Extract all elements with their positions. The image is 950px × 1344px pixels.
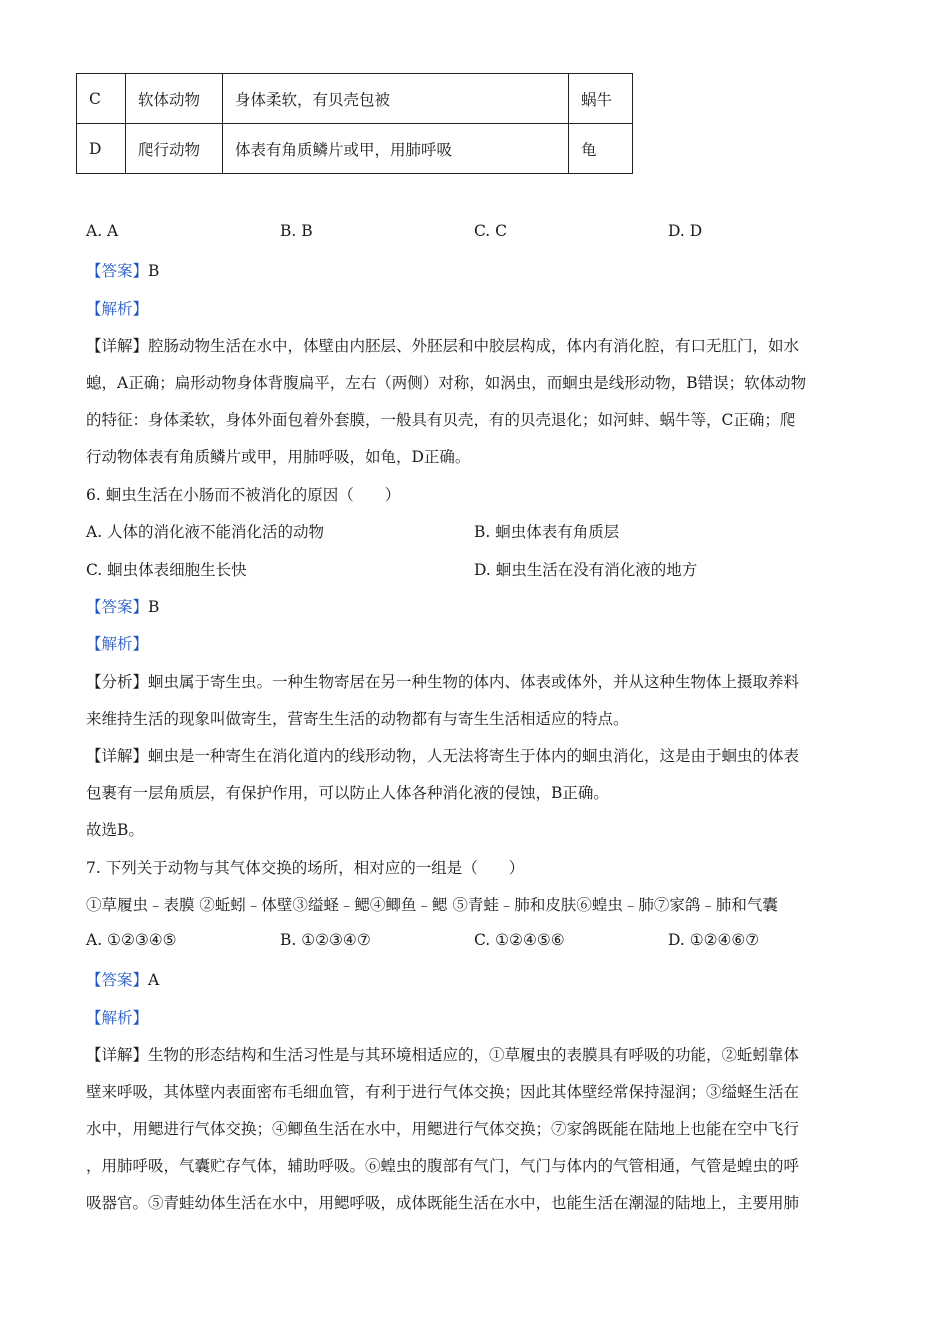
detail-line <box>86 1043 866 1080</box>
answer-value: B <box>148 598 160 616</box>
row-category: 爬行动物 <box>126 124 223 174</box>
detail-tag: 【详解】 <box>86 747 149 765</box>
detail-line: 螅，A正确；扁形动物身体背腹扁平，左右（两侧）对称，如涡虫，而蛔虫是线形动物，B错误；软体动物 <box>86 374 807 392</box>
q7-option-c: C. ①②④⑤⑥ <box>474 931 565 949</box>
q7-option-b: B. ①②③④⑦ <box>280 931 371 949</box>
answer-tag: 【答案】 <box>86 971 149 989</box>
q5-option-b: B. B <box>280 222 313 240</box>
table-row <box>77 74 633 124</box>
row-letter: C <box>77 74 126 124</box>
answer-tag: 【答案】 <box>86 262 149 280</box>
q5-analysis-tag: 【解析】 <box>86 300 149 318</box>
row-example: 龟 <box>569 124 633 174</box>
detail-line: 壁来呼吸，其体壁内表面密布毛细血管，有利于进行气体交换；因此其体壁经常保持湿润；③缢蛏生活在 <box>86 1083 800 1101</box>
detail-line <box>86 334 866 371</box>
q7-answer <box>86 968 159 990</box>
row-feature: 体表有角质鳞片或甲，用肺呼吸 <box>223 124 569 174</box>
q7-items: ①草履虫﹣表膜 ②蚯蚓﹣体壁③缢蛏﹣鳃④鲫鱼﹣鳃 ⑤青蛙﹣肺和皮肤⑥蝗虫﹣肺⑦家鸽﹣肺和气囊 <box>86 896 778 914</box>
conclusion: 故选B。 <box>86 821 144 839</box>
answer-value: A <box>148 971 160 989</box>
q7-detail <box>86 1043 866 1228</box>
q6-option-a: A. 人体的消化液不能消化活的动物 <box>86 523 325 541</box>
detail-tag: 【详解】 <box>86 1046 149 1064</box>
q5-answer <box>86 259 159 281</box>
q7-analysis-tag: 【解析】 <box>86 1009 149 1027</box>
q7-option-a: A. ①②③④⑤ <box>86 931 177 949</box>
q5-option-c: C. C <box>474 222 508 240</box>
q6-option-b: B. 蛔虫体表有角质层 <box>474 523 620 541</box>
q6-analysis-tag: 【解析】 <box>86 635 149 653</box>
q7-option-d: D. ①②④⑥⑦ <box>668 931 760 949</box>
q5-option-d: D. D <box>668 222 703 240</box>
answer-tag: 【答案】 <box>86 598 149 616</box>
table-row <box>77 124 633 174</box>
detail-line: 水中，用鳃进行气体交换；④鲫鱼生活在水中，用鳃进行气体交换；⑦家鸽既能在陆地上也能在空中飞行 <box>86 1120 800 1138</box>
detail-tag: 【详解】 <box>86 337 149 355</box>
row-category: 软体动物 <box>126 74 223 124</box>
q6-answer <box>86 595 159 617</box>
detail-line: 的特征：身体柔软，身体外面包着外套膜，一般具有贝壳，有的贝壳退化；如河蚌、蜗牛等，C正确；爬 <box>86 411 796 429</box>
detail-line: ，用肺呼吸，气囊贮存气体，辅助呼吸。⑥蝗虫的腹部有气门，气门与体内的气管相通，气管是蝗虫的呼 <box>86 1157 800 1175</box>
row-feature: 身体柔软，有贝壳包被 <box>223 74 569 124</box>
answer-value: B <box>148 262 160 280</box>
detail-line <box>86 744 866 781</box>
q6-option-d: D. 蛔虫生活在没有消化液的地方 <box>474 561 698 579</box>
q6-analysis <box>86 670 866 744</box>
detail-line: 吸器官。⑤青蛙幼体生活在水中，用鳃呼吸，成体既能生活在水中，也能生活在潮湿的陆地上，主要用肺 <box>86 1194 800 1212</box>
detail-text: 腔肠动物生活在水中，体壁由内胚层、外胚层和中胶层构成，体内有消化腔，有口无肛门，如水 <box>148 337 800 355</box>
q5-option-a: A. A <box>86 222 119 240</box>
q5-detail <box>86 334 866 482</box>
q7-stem: 7. 下列关于动物与其气体交换的场所，相对应的一组是（ ） <box>86 859 525 877</box>
analysis-text: 蛔虫属于寄生虫。一种生物寄居在另一种生物的体内、体表或体外，并从这种生物体上摄取养料 <box>148 673 800 691</box>
row-example: 蜗牛 <box>569 74 633 124</box>
detail-line: 包裹有一层角质层，有保护作用，可以防止人体各种消化液的侵蚀，B正确。 <box>86 784 609 802</box>
analysis-line <box>86 670 866 707</box>
detail-line: 行动物体表有角质鳞片或甲，用肺呼吸，如龟，D正确。 <box>86 448 471 466</box>
row-letter: D <box>77 124 126 174</box>
q6-detail <box>86 744 866 855</box>
analysis-label: 【分析】 <box>86 673 149 691</box>
analysis-line: 来维持生活的现象叫做寄生，营寄生生活的动物都有与寄生生活相适应的特点。 <box>86 710 629 728</box>
classification-table <box>76 73 633 174</box>
detail-text: 生物的形态结构和生活习性是与其环境相适应的，①草履虫的表膜具有呼吸的功能，②蚯蚓靠体 <box>148 1046 800 1064</box>
q6-stem: 6. 蛔虫生活在小肠而不被消化的原因（ ） <box>86 486 401 504</box>
q6-option-c: C. 蛔虫体表细胞生长快 <box>86 561 247 579</box>
detail-text: 蛔虫是一种寄生在消化道内的线形动物，人无法将寄生于体内的蛔虫消化，这是由于蛔虫的体表 <box>148 747 800 765</box>
